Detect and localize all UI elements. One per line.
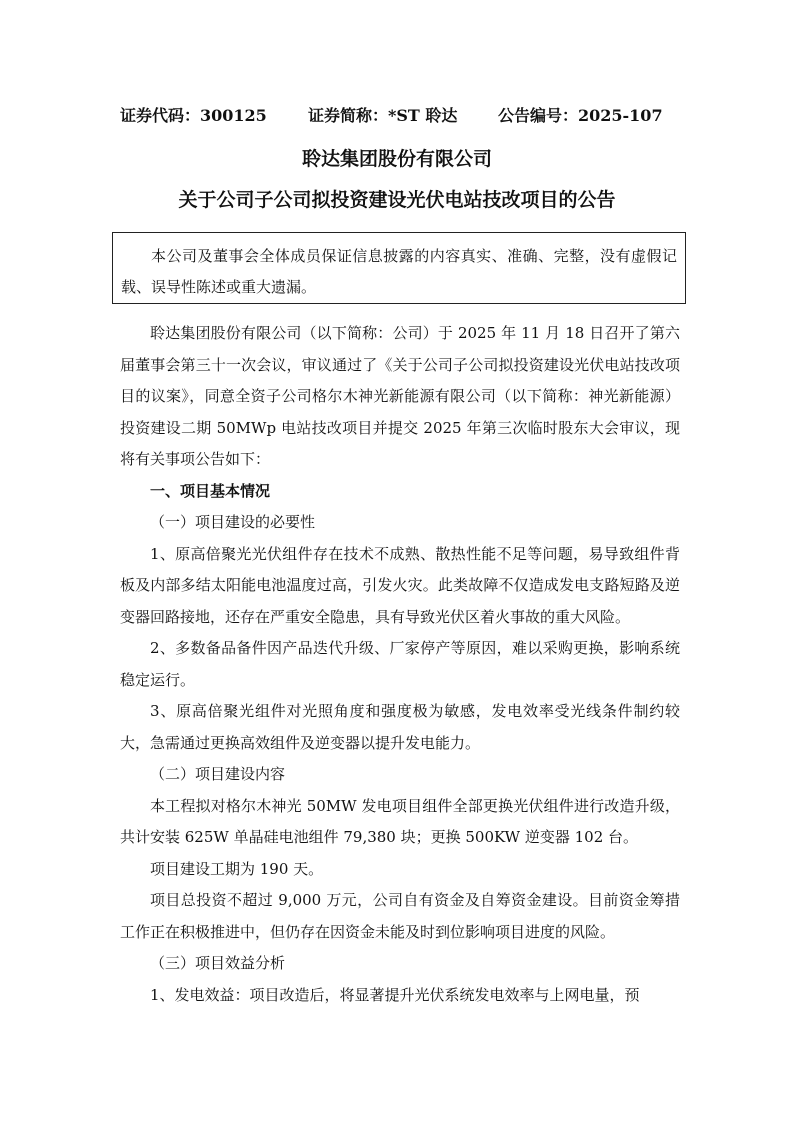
disclosure-statement-text: 本公司及董事会全体成员保证信息披露的内容真实、准确、完整，没有虚假记载、误导性陈述或重大遗漏。: [121, 247, 677, 296]
subsection-heading-benefit: （三）项目效益分析: [150, 954, 286, 972]
stock-abbreviation: 证券简称：*ST 聆达: [308, 106, 458, 125]
stock-code: 证券代码：300125: [120, 106, 267, 125]
disclosure-statement-box: [112, 232, 686, 304]
benefit-paragraph-1: 1、发电效益：项目改造后，将显著提升光伏系统发电效率与上网电量，预: [150, 985, 640, 1004]
content-paragraph-3: 项目总投资不超过 9,000 万元，公司自有资金及自筹资金建设。目前资金筹措工作正在积极推进中，但仍存在因资金未能及时到位影响项目进度的风险。: [120, 891, 680, 941]
necessity-paragraph-1: 1、原高倍聚光光伏组件存在技术不成熟、散热性能不足等问题，易导致组件背板及内部多结太阳能电池温度过高，引发火灾。此类故障不仅造成发电支路短路及逆变器回路接地，还存在严重安全隐患，具有导致光伏区着火事故的重大风险。: [120, 544, 680, 626]
announcement-title: 关于公司子公司拟投资建设光伏电站技改项目的公告: [178, 189, 616, 211]
announcement-body: [120, 318, 680, 1011]
subsection-heading-necessity: （一）项目建设的必要性: [150, 513, 316, 531]
company-title: 聆达集团股份有限公司: [301, 148, 492, 170]
notice-number: 公告编号：2025-107: [498, 106, 663, 125]
section-heading-project-overview: 一、项目基本情况: [150, 481, 271, 500]
content-paragraph-2: 项目建设工期为 190 天。: [150, 859, 324, 878]
content-paragraph-1: 本工程拟对格尔木神光 50MW 发电项目组件全部更换光伏组件进行改造升级，共计安装 625W 单晶硅电池组件 79,380 块；更换 500KW 逆变器 102 台。: [120, 796, 680, 846]
necessity-paragraph-3: 3、原高倍聚光组件对光照角度和强度极为敏感，发电效率受光线条件制约较大，急需通过更换高效组件及逆变器以提升发电能力。: [120, 702, 680, 752]
necessity-paragraph-2: 2、多数备品备件因产品迭代升级、厂家停产等原因，难以采购更换，影响系统稳定运行。: [120, 639, 680, 689]
intro-paragraph: 聆达集团股份有限公司（以下简称：公司）于 2025 年 11 月 18 日召开了第六届董事会第三十一次会议，审议通过了《关于公司子公司拟投资建设光伏电站技改项目的议案》，同意全资子公司格尔木神光新能源有限公司（以下简称：神光新能源）投资建设二期 50MWp 电站技改项目并提交 2025 年第三次临时股东大会审议，现将有关事项公告如下：: [120, 324, 680, 468]
subsection-heading-content: （二）项目建设内容: [150, 765, 286, 783]
